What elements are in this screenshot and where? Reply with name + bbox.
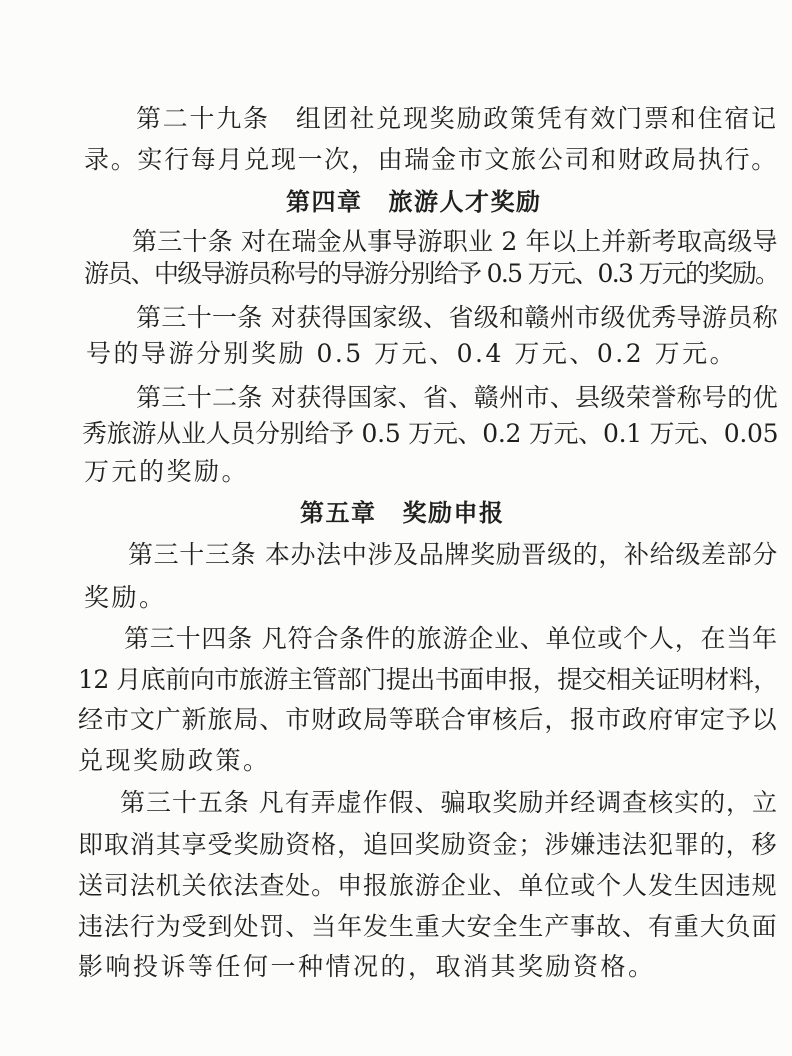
article-34-line-4: 兑现奖励政策。 — [78, 746, 271, 775]
article-32-line-3: 万元的奖励。 — [84, 457, 250, 486]
article-29-text: 组团社兑现奖励政策凭有效门票和住宿记 — [295, 104, 778, 133]
article-32-line-1: 第三十二条 对获得国家、省、赣州市、县级荣誉称号的优 — [136, 383, 778, 412]
chapter-4-label: 第四章 — [286, 188, 363, 216]
article-34-line-2: 12 月底前向市旅游主管部门提出书面申报，提交相关证明材料， — [78, 665, 778, 694]
article-29-line-2: 录。实行每月兑现一次，由瑞金市文旅公司和财政局执行。 — [84, 145, 779, 174]
chapter-5-label: 第五章 — [300, 499, 377, 527]
article-35-line-1: 第三十五条 凡有弄虚作假、骗取奖励并经调查核实的，立 — [120, 788, 778, 817]
article-30-line-1: 第三十条 对在瑞金从事导游职业 2 年以上并新考取高级导 — [132, 227, 778, 256]
article-32-line-2: 秀旅游从业人员分别给予 0.5 万元、0.2 万元、0.1 万元、0.05 — [82, 419, 779, 448]
article-35-line-4: 违法行为受到处罚、当年发生重大安全生产事故、有重大负面 — [78, 912, 778, 941]
article-30-line-2: 游员、中级导游员称号的导游分别给予 0.5 万元、0.3 万元的奖励。 — [84, 259, 779, 288]
article-33-line-2: 奖励。 — [84, 583, 167, 612]
article-35-line-2: 即取消其享受奖励资格，追回奖励资金；涉嫌违法犯罪的，移 — [78, 830, 778, 859]
article-34-line-3: 经市文广新旅局、市财政局等联合审核后，报市政府审定予以 — [78, 705, 778, 734]
article-35-line-5: 影响投诉等任何一种情况的，取消其奖励资格。 — [78, 952, 656, 981]
article-29-label: 第二十九条 — [136, 104, 270, 133]
chapter-4-heading — [286, 186, 542, 218]
article-31-line-2: 号的导游分别奖励 0.5 万元、0.4 万元、0.2 万元。 — [86, 339, 738, 368]
chapter-4-title: 旅游人才奖励 — [388, 188, 542, 216]
article-29-line-1 — [136, 103, 778, 135]
article-33-line-1: 第三十三条 本办法中涉及品牌奖励晋级的，补给级差部分 — [128, 540, 778, 569]
article-34-line-1: 第三十四条 凡符合条件的旅游企业、单位或个人，在当年 — [124, 624, 778, 653]
article-35-line-3: 送司法机关依法查处。申报旅游企业、单位或个人发生因违规 — [78, 871, 778, 900]
chapter-5-title: 奖励申报 — [402, 499, 505, 527]
chapter-5-heading — [300, 497, 505, 529]
article-31-line-1: 第三十一条 对获得国家级、省级和赣州市级优秀导游员称 — [136, 303, 778, 332]
